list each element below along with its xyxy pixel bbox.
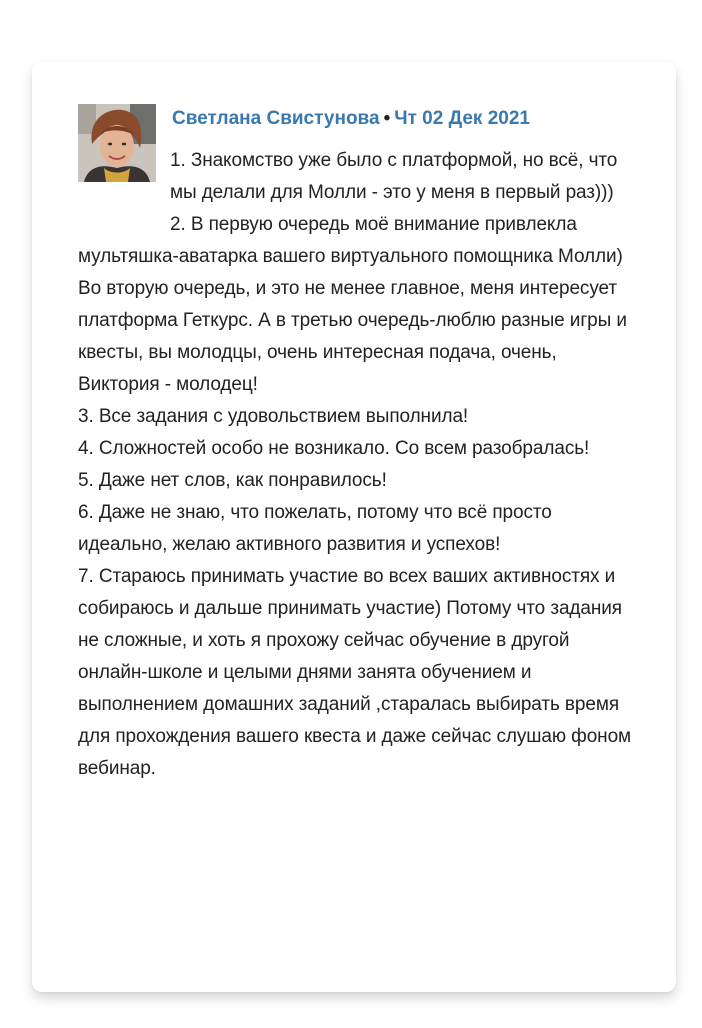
answer-7: 7. Стараюсь принимать участие во всех ваших активностях и собираюсь и дальше принимать участие) Потому что задания не сложные, и хоть я прохожу сейчас обучение в другой онлайн-школе и целыми днями занята обучением и выполнением домашних заданий ,старалась выбирать время для прохождения вашего квеста и даже сейчас слушаю фоном вебинар. (78, 566, 632, 779)
answer-6: 6. Даже не знаю, что пожелать, потому что всё просто идеально, желаю активного развития и успехов! (78, 502, 552, 555)
answer-2: 2. В первую очередь моё внимание привлекла мультяшка-аватарка вашего виртуального помощника Молли) Во вторую очередь, и это не менее главное, меня интересует платформа Геткурс. А в третью очередь-люблю разные игры и квесты, вы молодцы, очень интересная подача, очень, Виктория - молодец! (78, 214, 627, 395)
answer-1: 1. Знакомство уже было с платформой, но всё, что мы делали для Молли - это у меня в первый раз))) (170, 150, 618, 203)
answer-5: 5. Даже нет слов, как понравилось! (78, 470, 387, 491)
comment-card (32, 62, 676, 992)
separator-dot: • (383, 108, 391, 129)
answer-4: 4. Сложностей особо не возникало. Со всем разобралась! (78, 438, 590, 459)
answer-3: 3. Все задания с удовольствием выполнила! (78, 406, 469, 427)
comment-date[interactable]: Чт 02 Дек 2021 (394, 108, 530, 129)
avatar-spacer (78, 145, 170, 225)
comment-header (172, 108, 530, 130)
comment-body (78, 145, 638, 785)
author-name[interactable]: Светлана Свистунова (172, 108, 380, 129)
